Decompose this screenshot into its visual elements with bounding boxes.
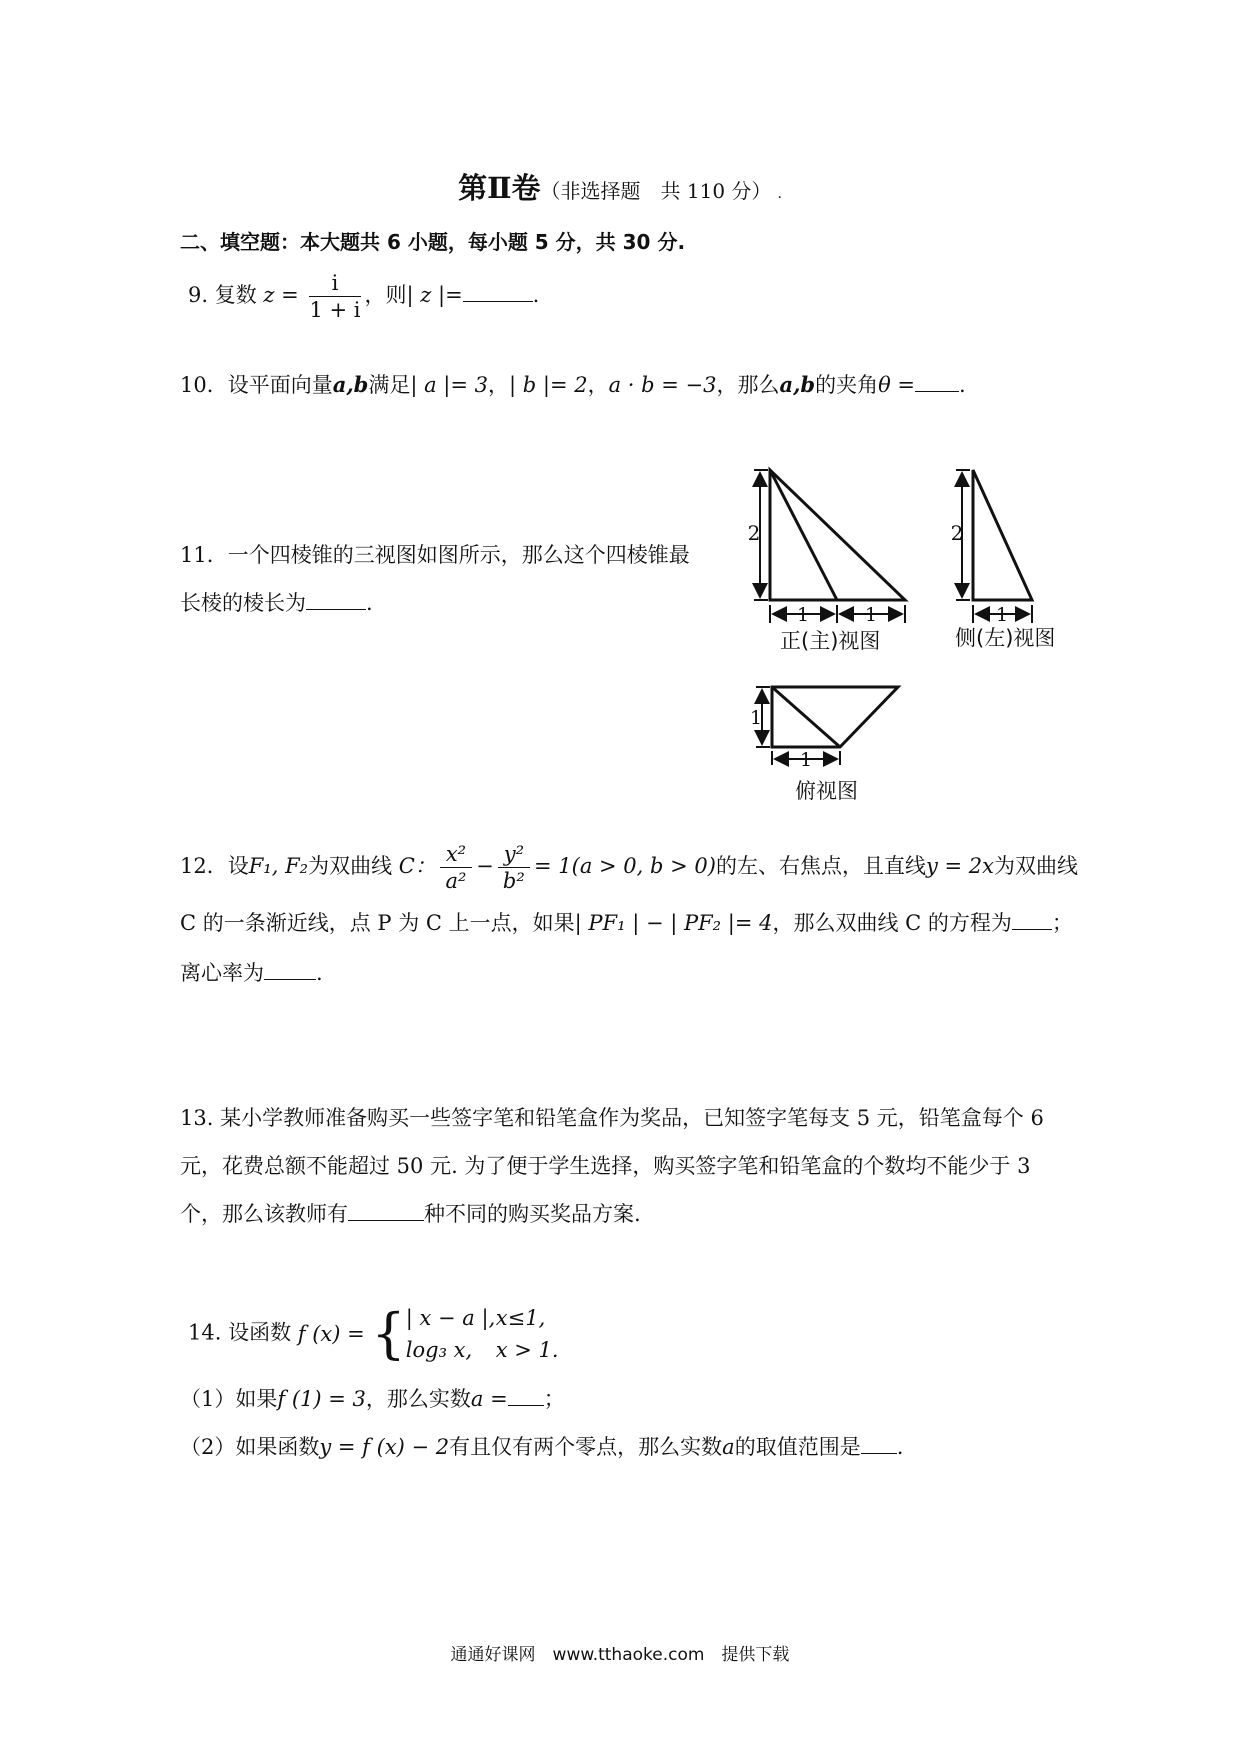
- question-11-line1: 11．一个四棱锥的三视图如图所示，那么这个四棱锥最: [180, 543, 690, 567]
- q12-foci: F₁, F₂: [248, 854, 309, 878]
- question-13-line2: 元，花费总额不能超过 50 元. 为了便于学生选择，购买签字笔和铅笔盒的个数均不能少于 3: [180, 1154, 1031, 1178]
- q14-p1-answer-blank: [508, 1385, 544, 1406]
- q10-cond3: a · b = −3: [608, 373, 717, 397]
- q10-text4: 的夹角: [815, 373, 879, 397]
- q14-cond2: x > 1.: [495, 1338, 559, 1362]
- q11-answer-blank: [306, 589, 366, 610]
- q14-brace: {: [371, 1302, 406, 1365]
- q12-text2: 为双曲线: [308, 854, 393, 878]
- q12-line-eq: y = 2x: [925, 854, 994, 878]
- q14-cases: [406, 1302, 559, 1366]
- q13-line3-text-b: 种不同的购买奖品方案.: [424, 1202, 641, 1226]
- question-10: 10．设平面向量a,b满足| a |= 3，| b |= 2，a · b = −3，那么a,b的夹角θ = .: [180, 372, 966, 397]
- side-view-width-label: 1: [995, 604, 1009, 626]
- q14-p1-text-b: ，那么实数: [365, 1387, 471, 1411]
- q12-line3-text: 离心率为: [180, 961, 264, 985]
- q10-vectors-2: a,b: [779, 372, 816, 397]
- question-14-part2: [180, 1432, 903, 1462]
- q14-p2-text: （2）如果函数: [180, 1435, 320, 1459]
- q12-frac-y-den: b²: [502, 869, 525, 893]
- q10-vectors: a,b: [332, 372, 369, 397]
- side-view: [973, 470, 1032, 600]
- front-view-caption: 正(主)视图: [780, 629, 881, 653]
- q9-fraction: [309, 270, 360, 323]
- q12-frac-y-num: y²: [498, 841, 530, 868]
- q10-text2: 满足: [368, 373, 411, 397]
- q11-end: .: [366, 591, 373, 615]
- q12-condition: = 1(a > 0, b > 0): [534, 854, 716, 878]
- q14-p1-f: f (1) = 3: [277, 1387, 366, 1411]
- q12-frac-x-den: a²: [445, 869, 467, 893]
- question-12-line1: [180, 838, 1078, 894]
- q12-text3: 的左、右焦点，且直线: [715, 854, 926, 878]
- q12-line2-text-b: ，那么双曲线 C 的方程为: [772, 911, 1012, 935]
- q9-numerator: i: [309, 270, 360, 297]
- q12-text1: 12．设: [180, 854, 249, 878]
- q10-text1: 10．设平面向量: [180, 373, 333, 397]
- q14-cond1: x≤1,: [495, 1306, 546, 1330]
- q10-end: .: [959, 373, 966, 397]
- page-header: [0, 166, 1240, 207]
- section-heading: 二、填空题：本大题共 6 小题，每小题 5 分，共 30 分.: [180, 230, 686, 254]
- front-view-height-label: 2: [747, 521, 761, 545]
- page-subtitle: （非选择题 共 110 分）: [540, 179, 772, 203]
- q9-end: .: [532, 283, 540, 307]
- q12-curve-name: C：: [398, 854, 436, 878]
- q10-theta: θ =: [878, 373, 916, 397]
- q14-p2-answer-blank: [861, 1433, 897, 1454]
- q12-line2-text: C 的一条渐近线，点 P 为 C 上一点，如果: [180, 911, 575, 935]
- q14-p1-text: （1）如果: [180, 1387, 278, 1411]
- q14-case2: log₃ x,: [405, 1338, 473, 1362]
- q9-mid: ，则: [364, 283, 407, 307]
- q14-p2-text-b: 有且仅有两个零点，那么实数: [449, 1435, 723, 1459]
- question-11-line2: [180, 588, 373, 618]
- front-view: [770, 470, 905, 600]
- q9-var-z: z: [263, 283, 275, 307]
- q9-answer-blank: [463, 281, 533, 302]
- q12-pf-condition: | PF₁ | − | PF₂ |= 4: [574, 911, 773, 935]
- q12-minus: −: [476, 854, 494, 878]
- question-14-def: [188, 1302, 559, 1366]
- header-dot: .: [777, 186, 782, 202]
- side-view-height-label: 2: [950, 521, 964, 545]
- question-13-line3: [180, 1199, 641, 1229]
- front-view-width-label-1: 1: [796, 604, 810, 626]
- q12-line2-end: ；: [1051, 911, 1073, 935]
- q14-case1: | x − a |,: [405, 1306, 496, 1330]
- top-view-caption: 俯视图: [795, 779, 858, 803]
- question-12-line2: [180, 908, 1073, 938]
- page-title: 第Ⅱ卷: [458, 171, 541, 205]
- q10-cond2: | b |= 2: [509, 373, 588, 397]
- q14-p1-var: a =: [470, 1387, 508, 1411]
- q14-p2-var: a: [722, 1435, 735, 1459]
- q10-text3: ，那么: [716, 373, 780, 397]
- q14-intro: 14. 设函数: [188, 1320, 292, 1345]
- q9-abs: | z |=: [406, 283, 463, 307]
- q13-line3-text: 个，那么该教师有: [180, 1202, 348, 1226]
- front-view-dim-horizontal: [770, 605, 905, 623]
- top-view-width-label: 1: [799, 749, 813, 771]
- question-14-part1: [180, 1384, 565, 1414]
- question-13-line1: 13. 某小学教师准备购买一些签字笔和铅笔盒作为奖品，已知签字笔每支 5 元，铅笔盒每个 6: [180, 1106, 1044, 1130]
- q9-label: 9. 复数: [188, 283, 257, 307]
- q9-eq: =: [281, 283, 299, 307]
- side-view-caption: 侧(左)视图: [955, 626, 1056, 650]
- q14-p2-text-c: 的取值范围是: [734, 1435, 861, 1459]
- q13-answer-blank: [348, 1200, 424, 1221]
- q14-p2-end: .: [896, 1435, 904, 1459]
- q14-p1-end: ；: [543, 1387, 565, 1411]
- q14-fx: f (x) =: [297, 1322, 365, 1346]
- page-footer: 通通好课网 www.tthaoke.com 提供下载: [450, 1645, 790, 1665]
- question-12-line3: [180, 958, 323, 988]
- q10-cond1: | a |= 3: [410, 373, 488, 397]
- q12-frac-x: [440, 841, 472, 894]
- q14-p2-f: y = f (x) − 2: [319, 1435, 450, 1459]
- q12-answer-blank-2: [264, 959, 316, 980]
- front-view-width-label-2: 1: [864, 604, 878, 626]
- q12-frac-x-num: x²: [440, 841, 472, 868]
- q12-line3-end: .: [316, 961, 323, 985]
- q12-answer-blank-1: [1012, 909, 1052, 930]
- q12-text4: 为双曲线: [993, 854, 1078, 878]
- top-view-depth-label: 1: [749, 707, 763, 729]
- q11-line2-text: 长棱的棱长为: [180, 591, 306, 615]
- q9-denominator: 1 + i: [309, 298, 361, 322]
- question-9: [188, 270, 539, 323]
- q12-frac-y: [498, 841, 530, 894]
- top-view: [772, 687, 898, 747]
- q10-answer-blank: [915, 371, 959, 392]
